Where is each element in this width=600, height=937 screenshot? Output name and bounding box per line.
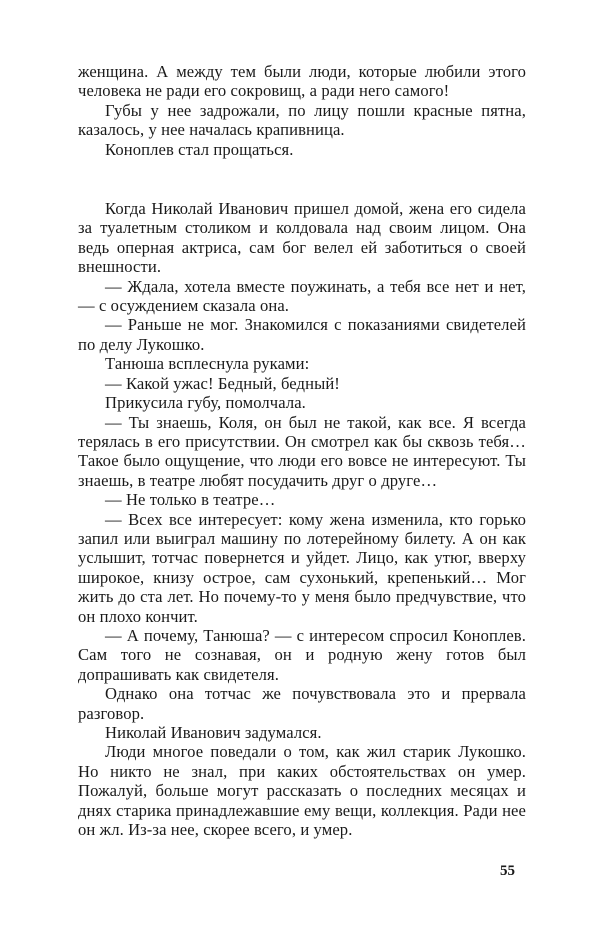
paragraph: — Не только в театре… — [105, 490, 276, 510]
paragraph: Прикусила губу, помолчала. — [105, 393, 306, 413]
paragraph: — Всех все интересует: кому жена изменила, кто горько запил или выиграл машину по лотерейному билету. А он как услышит, тотчас повернется и уйдет. Лицо, как утюг, вверху широкое, книзу острое, сам сухонький, крепенький… Мог жить до ста лет. Но почему-то у меня было предчувствие, что он плохо кончит. — [78, 509, 526, 626]
paragraph: Губы у нее задрожали, по лицу пошли красные пятна, казалось, у нее началась крапивница. — [78, 100, 526, 140]
paragraph: Николай Иванович задумался. — [105, 723, 322, 742]
paragraph: — Ты знаешь, Коля, он был не такой, как все. Я всегда терялась в его присутствии. Он смотрел как бы сквозь тебя… Такое было ощущение, что люди его вовсе не интересуют. Ты знаешь, в театре любят посудачить друг о друге… — [78, 412, 526, 490]
paragraph: — Ждала, хотела вместе поужинать, а тебя все нет и нет, — с осуждением сказала она. — [78, 276, 526, 316]
paragraph: Коноплев стал прощаться. — [105, 139, 294, 159]
section-break — [78, 159, 526, 199]
paragraph: Люди многое поведали о том, как жил старик Лукошко. Но никто не знал, при каких обстоятельствах он умер. Пожалуй, больше могут рассказать о последних месяцах и днях старика принадлежавшие ему вещи, коллекция. Ради нее он жл. Из-за нее, скорее всего, и умер. — [78, 742, 526, 840]
paragraph: Когда Николай Иванович пришел домой, жена его сидела за туалетным столиком и колдовала над своим лицом. Она ведь оперная актриса, сам бог велел ей заботиться о своей внешности. — [78, 199, 526, 277]
page-number: 55 — [500, 863, 515, 879]
paragraph: Однако она тотчас же почувствовала это и прервала разговор. — [78, 684, 526, 723]
page-body — [78, 62, 526, 839]
paragraph: — Раньше не мог. Знакомился с показаниями свидетелей по делу Лукошко. — [78, 315, 526, 354]
paragraph: — А почему, Танюша? — с интересом спросил Коноплев. Сам того не сознавая, он и родную жену готов был допрашивать как свидетеля. — [78, 625, 526, 684]
paragraph: Танюша всплеснула руками: — [105, 354, 310, 374]
paragraph: женщина. А между тем были люди, которые любили этого человека не ради его сокровищ, а ради него самого! — [78, 62, 526, 101]
paragraph: — Какой ужас! Бедный, бедный! — [105, 373, 340, 393]
